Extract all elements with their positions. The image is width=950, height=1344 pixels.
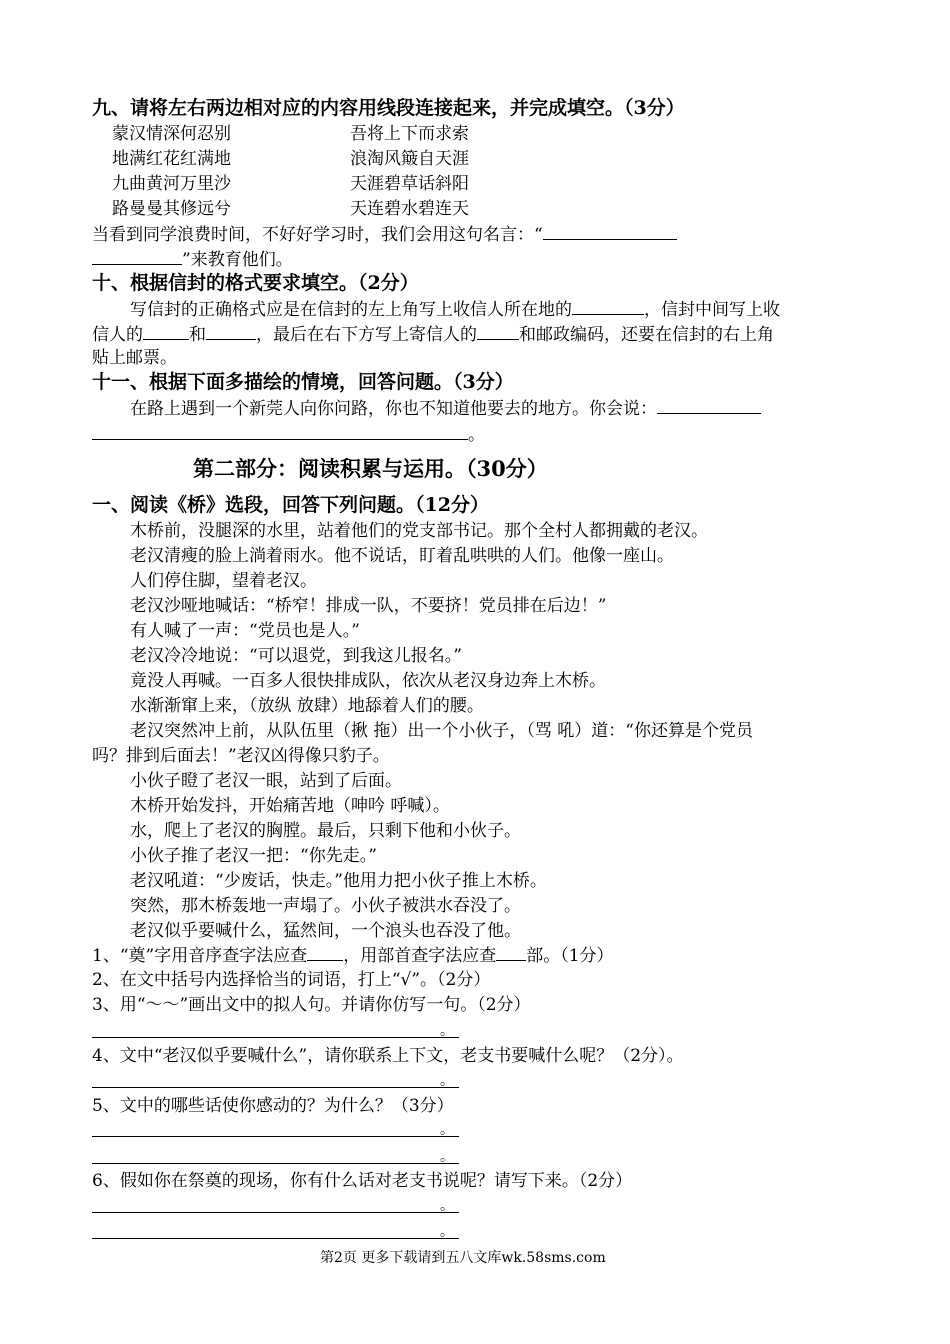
passage-line: 木桥前，没腿深的水里，站着他们的党支部书记。那个全村人都拥戴的老汉。 [130, 521, 708, 541]
match-right-4: 天连碧水碧连天 [350, 199, 469, 219]
section-9-title: 九、请将左右两边相对应的内容用线段连接起来，并完成填空。（3分） [92, 97, 685, 119]
reading-title: 一、阅读《桥》选段，回答下列问题。（12分） [92, 494, 489, 516]
q5-period-1: 。 [440, 1122, 454, 1138]
q1-text-a: 1、“奠”字用音序查字法应查 [92, 946, 308, 966]
page-footer: 第2页 更多下载请到五八文库wk.58sms.com [320, 1250, 606, 1266]
q1-text-c: 部。（1分） [526, 946, 614, 966]
answer-line-q5-2[interactable] [92, 1163, 459, 1164]
blank-sender-address[interactable] [477, 323, 519, 340]
question-4: 4、文中“老汉似乎要喊什么”，请你联系上下文，老支书要喊什么呢？（2分）。 [92, 1046, 684, 1066]
sec11-line-1 [130, 397, 761, 420]
question-3: 3、用“～～”画出文中的拟人句。并请你仿写一句。（2分） [92, 995, 531, 1015]
question-6: 6、假如你在祭奠的现场，你有什么话对老支书说呢？请写下来。（2分） [92, 1171, 633, 1191]
passage-line: 水，爬上了老汉的胸膛。最后，只剩下他和小伙子。 [130, 821, 521, 841]
blank-recipient-name[interactable] [143, 323, 189, 340]
question-1 [92, 944, 614, 967]
sec10-text-2d: 和邮政编码，还要在信封的右上角 [519, 325, 774, 345]
question-5: 5、文中的哪些话使你感动的？为什么？（3分） [92, 1096, 454, 1116]
blank-quote-2[interactable] [92, 248, 182, 265]
sec9-fill-line-2 [92, 248, 293, 271]
answer-line-q3[interactable] [92, 1037, 459, 1038]
match-right-3: 天涯碧草话斜阳 [350, 174, 469, 194]
sec9-fill-text-a: 当看到同学浪费时间，不好好学习时，我们会用这句名言：“ [92, 225, 543, 245]
q4-period: 。 [440, 1073, 454, 1089]
passage-line: 老汉吼道：“少废话，快走。”他用力把小伙子推上木桥。 [130, 871, 547, 891]
blank-answer-cont[interactable] [92, 423, 468, 440]
question-2: 2、在文中括号内选择恰当的词语，打上“√”。（2分） [92, 970, 491, 990]
blank-q1-radical[interactable] [496, 944, 526, 961]
sec10-text-2a: 信人的 [92, 325, 143, 345]
passage-line: 小伙子推了老汉一把：“你先走。” [130, 846, 377, 866]
q3-period: 。 [440, 1023, 454, 1039]
match-right-1: 吾将上下而求索 [350, 124, 469, 144]
sec9-fill-line-1 [92, 223, 677, 246]
passage-line: 突然，那木桥轰地一声塌了。小伙子被洪水吞没了。 [130, 896, 521, 916]
answer-line-q6-2[interactable] [92, 1238, 459, 1239]
blank-answer-start[interactable] [657, 397, 761, 414]
passage-line: 老汉清瘦的脸上淌着雨水。他不说话，盯着乱哄哄的人们。他像一座山。 [130, 546, 674, 566]
passage-line: 吗？排到后面去！”老汉凶得像只豹子。 [92, 746, 390, 766]
q5-period-2: 。 [440, 1149, 454, 1165]
blank-recipient-title[interactable] [206, 323, 256, 340]
match-left-2: 地满红花红满地 [112, 149, 231, 169]
passage-line: 有人喊了一声：“党员也是人。” [130, 621, 360, 641]
match-left-4: 路曼曼其修远兮 [112, 199, 231, 219]
answer-line-q5-1[interactable] [92, 1136, 459, 1137]
sec10-line-3: 贴上邮票。 [92, 348, 177, 368]
answer-line-q6-1[interactable] [92, 1212, 459, 1213]
sec9-fill-text-b: ”来教育他们。 [182, 250, 293, 270]
blank-quote-1[interactable] [543, 223, 677, 240]
passage-line: 小伙子瞪了老汉一眼，站到了后面。 [130, 771, 402, 791]
passage-line: 人们停住脚，望着老汉。 [130, 571, 317, 591]
match-right-2: 浪淘风簸自天涯 [350, 149, 469, 169]
passage-line: 水渐渐窜上来，（放纵 放肆）地舔着人们的腰。 [130, 696, 484, 716]
passage-line: 竟没人再喊。一百多人很快排成队，依次从老汉身边奔上木桥。 [130, 671, 606, 691]
sec10-text-1a: 写信封的正确格式应是在信封的左上角写上收信人所在地的 [130, 300, 572, 320]
section-10-title: 十、根据信封的格式要求填空。（2分） [92, 272, 419, 294]
blank-recipient-location[interactable] [572, 298, 644, 315]
passage-line: 老汉沙哑地喊话：“桥窄！排成一队，不要挤！党员排在后边！” [130, 596, 607, 616]
q1-text-b: ，用部首查字法应查 [343, 946, 497, 966]
match-left-3: 九曲黄河万里沙 [112, 174, 231, 194]
sec11-period: 。 [468, 425, 485, 445]
sec10-line-2 [92, 323, 774, 346]
passage-line: 老汉突然冲上前，从队伍里（揪 拖）出一个小伙子，（骂 吼）道：“你还算是个党员 [130, 721, 753, 741]
sec11-line-2 [92, 423, 485, 446]
sec10-text-1b: ，信封中间写上收 [644, 300, 780, 320]
answer-line-q4[interactable] [92, 1087, 459, 1088]
sec10-text-2b: 和 [189, 325, 206, 345]
sec10-text-2c: ，最后在右下方写上寄信人的 [256, 325, 477, 345]
section-11-title: 十一、根据下面多描绘的情境，回答问题。（3分） [92, 371, 514, 393]
part-2-title: 第二部分：阅读积累与运用。（30分） [193, 456, 548, 481]
q6-period-1: 。 [440, 1198, 454, 1214]
passage-line: 木桥开始发抖，开始痛苦地（呻吟 呼喊）。 [130, 796, 450, 816]
sec10-line-1 [130, 298, 780, 321]
q6-period-2: 。 [440, 1224, 454, 1240]
sec11-text: 在路上遇到一个新莞人向你问路，你也不知道他要去的地方。你会说： [130, 399, 657, 419]
passage-line: 老汉似乎要喊什么，猛然间，一个浪头也吞没了他。 [130, 921, 521, 941]
match-left-1: 蒙汉情深何忍别 [112, 124, 231, 144]
blank-q1-letter[interactable] [307, 944, 343, 961]
passage-line: 老汉冷冷地说：“可以退党，到我这儿报名。” [130, 646, 462, 666]
